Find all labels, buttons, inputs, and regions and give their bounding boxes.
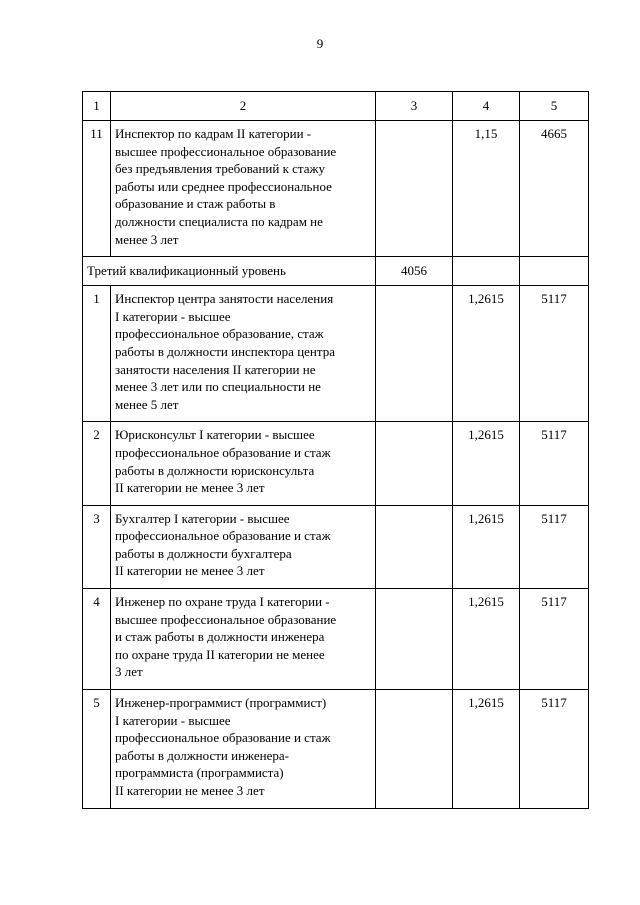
coefficient-cell: 1,15	[453, 121, 520, 257]
row-number: 4	[83, 589, 111, 690]
description-line: работы в должности инженера-	[115, 747, 289, 763]
description-line: менее 5 лет	[115, 396, 179, 412]
salary-cell: 5117	[520, 422, 589, 505]
description-line: Бухгалтер I категории - высшее	[115, 510, 290, 526]
table-row	[83, 286, 589, 422]
coefficient-cell: 1,2615	[453, 422, 520, 505]
description-line: работы в должности инспектора центра	[115, 343, 335, 359]
description-line: профессиональное образование и стаж	[115, 730, 331, 746]
table-row	[83, 589, 589, 690]
header-cell-2: 2	[111, 92, 376, 121]
header-cell-5: 5	[520, 92, 589, 121]
position-description	[111, 121, 376, 257]
salary-cell: 5117	[520, 589, 589, 690]
description-line: I категории - высшее	[115, 712, 231, 728]
table-header-row	[83, 92, 589, 121]
description-line: профессиональное образование, стаж	[115, 326, 324, 342]
description-line: Инженер-программист (программист)	[115, 695, 327, 711]
row-number: 1	[83, 286, 111, 422]
table-row	[83, 505, 589, 588]
salary-cell: 5117	[520, 505, 589, 588]
table-body	[83, 92, 589, 809]
description-line: Инспектор по кадрам II категории -	[115, 126, 312, 141]
coefficient-cell: 1,2615	[453, 505, 520, 588]
salary-cell: 5117	[520, 690, 589, 809]
description-line: менее 3 лет или по специальности не	[115, 379, 321, 395]
description-line: профессиональное образование и стаж	[115, 444, 331, 460]
description-line: I категории - высшее	[115, 308, 231, 324]
description-line: высшее профессиональное образование	[115, 143, 337, 159]
description-line: по охране труда II категории не менее	[115, 646, 325, 662]
qualification-level-title: Третий квалификационный уровень	[83, 257, 376, 286]
position-description	[111, 286, 376, 422]
qualification-level-row	[83, 257, 589, 286]
table-row	[83, 121, 589, 257]
description-line: профессиональное образование и стаж	[115, 528, 331, 544]
qualification-level-col5	[520, 257, 589, 286]
header-cell-3: 3	[376, 92, 453, 121]
row-number: 5	[83, 690, 111, 809]
salary-cell: 5117	[520, 286, 589, 422]
table-row	[83, 690, 589, 809]
description-line: II категории не менее 3 лет	[115, 480, 265, 496]
position-description	[111, 422, 376, 505]
salary-table	[82, 91, 589, 809]
position-description	[111, 505, 376, 588]
description-line: должности специалиста по кадрам не	[115, 213, 323, 229]
description-line: 3 лет	[115, 664, 143, 680]
base-salary-cell	[376, 286, 453, 422]
description-line: Инженер по охране труда I категории -	[115, 594, 330, 610]
row-number: 3	[83, 505, 111, 588]
description-line: работы в должности юрисконсульта	[115, 462, 315, 478]
qualification-level-base-salary: 4056	[376, 257, 453, 286]
description-line: высшее профессиональное образование	[115, 611, 337, 627]
salary-cell: 4665	[520, 121, 589, 257]
base-salary-cell	[376, 589, 453, 690]
row-number: 11	[83, 121, 111, 257]
row-number: 2	[83, 422, 111, 505]
coefficient-cell: 1,2615	[453, 286, 520, 422]
position-description	[111, 690, 376, 809]
description-line: программиста (программиста)	[115, 765, 284, 781]
header-cell-1: 1	[83, 92, 111, 121]
description-line: Инспектор центра занятости населения	[115, 291, 334, 307]
page-number: 9	[316, 36, 324, 51]
description-line: Юрисконсульт I категории - высшее	[115, 427, 315, 443]
description-line: работы в должности бухгалтера	[115, 545, 292, 561]
description-line: занятости населения II категории не	[115, 361, 316, 377]
base-salary-cell	[376, 690, 453, 809]
header-cell-4: 4	[453, 92, 520, 121]
description-line: менее 3 лет	[115, 231, 179, 247]
description-line: работы или среднее профессиональное	[115, 178, 332, 194]
description-line: образование и стаж работы в	[115, 196, 276, 212]
position-description	[111, 589, 376, 690]
description-line: и стаж работы в должности инженера	[115, 629, 325, 645]
description-line: без предъявления требований к стажу	[115, 161, 326, 177]
coefficient-cell: 1,2615	[453, 589, 520, 690]
description-line: II категории не менее 3 лет	[115, 563, 265, 579]
table-row	[83, 422, 589, 505]
base-salary-cell	[376, 121, 453, 257]
base-salary-cell	[376, 505, 453, 588]
qualification-level-col4	[453, 257, 520, 286]
coefficient-cell: 1,2615	[453, 690, 520, 809]
description-line: II категории не менее 3 лет	[115, 783, 265, 798]
base-salary-cell	[376, 422, 453, 505]
